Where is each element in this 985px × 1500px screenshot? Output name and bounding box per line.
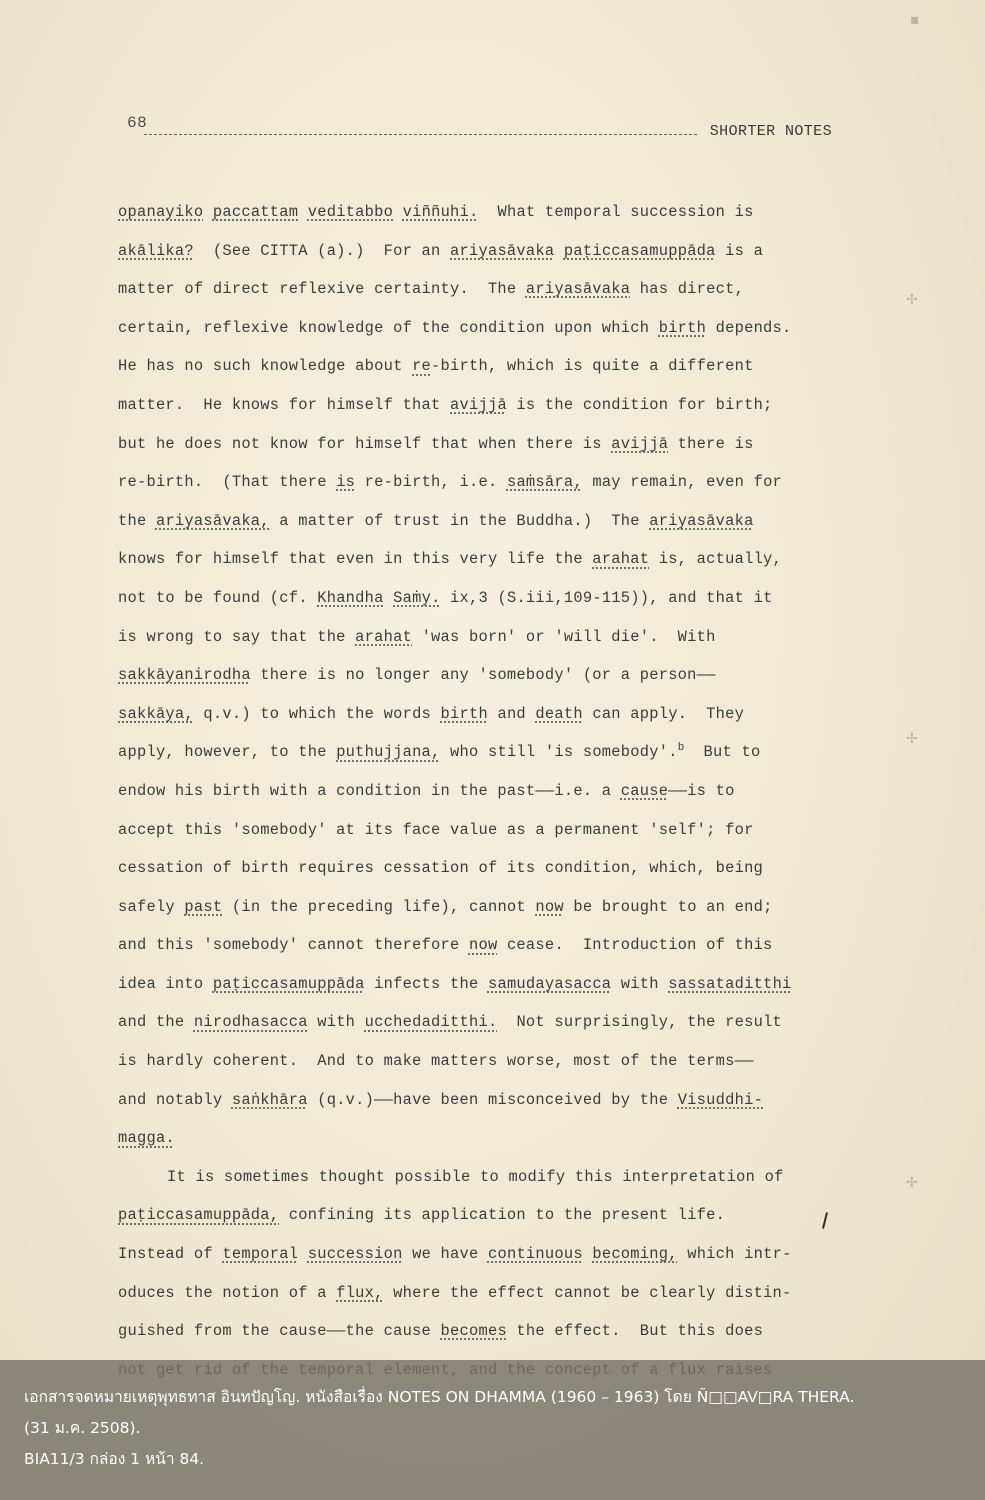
text-run	[554, 242, 564, 260]
header-rule	[144, 134, 697, 135]
text-run: is a	[715, 241, 764, 260]
text-run: can apply. They	[582, 704, 745, 723]
underlined-term: magga.	[118, 1129, 175, 1148]
text-run: with	[611, 974, 669, 993]
text-run: be brought to an end;	[563, 897, 773, 916]
text-run	[298, 203, 308, 221]
caption-line-1: เอกสารจดหมายเหตุพุทธทาส อินทปัญโญ. หนังสือเรื่อง NOTES ON DHAMMA (1960 – 1963) โดย Ñ□□AV□RA THERA.	[24, 1388, 855, 1406]
underlined-term: now	[468, 936, 498, 955]
underlined-term: paṭiccasamuppāda	[563, 241, 716, 260]
underlined-term: Saṁy.	[393, 588, 441, 607]
underlined-term: temporal	[222, 1245, 299, 1264]
text-line	[118, 425, 833, 464]
underlined-term: flux,	[336, 1283, 384, 1302]
text-run: a matter of trust in the Buddha.) The	[269, 511, 650, 530]
text-run: may remain, even for	[582, 473, 783, 492]
text-run: endow his birth with a condition in the past——i.e. a	[118, 781, 621, 800]
text-run: where the effect cannot be clearly distin-	[383, 1283, 792, 1302]
text-run: idea into	[118, 974, 213, 993]
underlined-term: saṁsāra,	[506, 473, 583, 492]
text-line	[118, 1081, 833, 1120]
text-run: not to be found (cf.	[118, 588, 318, 607]
caption-line-3: BIA11/3 กล่อง 1 หน้า 84.	[24, 1450, 205, 1468]
text-run: who still 'is somebody'.	[440, 743, 678, 762]
underlined-term: samudayasacca	[487, 974, 612, 993]
text-run: Instead of	[118, 1245, 223, 1264]
text-run: matter. He knows for himself that	[118, 395, 451, 414]
text-run: there is no longer any 'somebody' (or a person——	[250, 666, 716, 685]
underlined-term: paṭiccasamuppāda	[212, 974, 365, 993]
underlined-term: death	[535, 704, 583, 723]
text-run: but he does not know for himself that when there is	[118, 434, 612, 453]
underlined-term: sassataditthi	[668, 974, 792, 993]
text-run: and the	[118, 1013, 194, 1032]
text-run: is wrong to say that the	[118, 627, 356, 646]
text-line	[118, 540, 833, 579]
text-line	[118, 772, 833, 811]
text-run: with	[307, 1013, 365, 1032]
text-run: re-birth, i.e.	[355, 473, 507, 492]
text-line	[118, 1158, 833, 1197]
text-run: accept this 'somebody' at its face value as a permanent 'self'; for	[118, 820, 754, 839]
text-run: (q.v.)——have been misconceived by the	[307, 1090, 678, 1109]
underlined-term: Visuddhi-	[677, 1090, 764, 1109]
punch-mark-3: ✢	[906, 1175, 918, 1191]
underlined-term: paccattam	[212, 203, 299, 221]
running-head: SHORTER NOTES	[709, 123, 832, 140]
underlined-term: avijjā	[611, 434, 669, 453]
text-run	[384, 589, 394, 607]
text-run: cease. Introduction of this	[497, 936, 773, 955]
text-run: confining its application to the present life.	[279, 1206, 726, 1225]
underlined-term: becomes	[440, 1322, 507, 1341]
text-run: certain, reflexive knowledge of the condition upon which	[118, 318, 659, 337]
text-run: and this 'somebody' cannot therefore	[118, 936, 469, 955]
text-run: cessation of birth requires cessation of its condition, which, being	[118, 859, 764, 878]
caption-line-2: (31 ม.ค. 2508).	[24, 1419, 141, 1437]
text-run: ——is to	[668, 781, 735, 800]
text-run: we have	[402, 1245, 488, 1264]
underlined-term: birth	[658, 318, 707, 337]
underlined-term: arahat	[355, 627, 413, 646]
text-line	[118, 232, 833, 271]
text-line	[118, 579, 833, 618]
caption-text	[24, 1382, 969, 1475]
text-line	[118, 926, 833, 965]
text-run: is, actually,	[649, 550, 783, 569]
underlined-term: ariyasāvaka	[450, 241, 555, 260]
underlined-term: cause	[620, 781, 669, 800]
text-line	[118, 888, 833, 927]
text-line	[118, 1312, 833, 1351]
text-run: which intr-	[677, 1245, 792, 1264]
underlined-term: sakkāya,	[118, 704, 194, 723]
text-run: re-birth. (That there	[118, 473, 337, 492]
text-run: Not surprisingly, the result	[497, 1013, 783, 1032]
underlined-term: puthujjana,	[336, 743, 441, 762]
text-run: and notably	[118, 1090, 232, 1109]
text-line	[118, 193, 833, 232]
text-run: safely	[118, 897, 185, 916]
underlined-term: akālika?	[118, 241, 194, 260]
text-line	[118, 463, 833, 502]
punch-mark-1: ✢	[906, 292, 918, 308]
text-line	[118, 1235, 833, 1274]
underlined-term: past	[184, 897, 223, 916]
underlined-term: re	[412, 357, 432, 376]
underlined-term: Khandha	[317, 588, 384, 607]
underlined-term: ariyasāvaka	[649, 511, 754, 530]
underlined-term: nirodhasacca	[193, 1013, 308, 1032]
text-line	[118, 309, 833, 348]
text-line	[118, 1274, 833, 1313]
text-line	[118, 656, 833, 695]
text-run: is the condition for birth;	[506, 395, 773, 414]
underlined-term: sakkāyanirodha	[118, 666, 251, 685]
text-run: guished from the cause——the cause	[118, 1322, 441, 1341]
underlined-term: now	[535, 897, 564, 916]
text-run: depends.	[706, 318, 792, 337]
underlined-term: paṭiccasamuppāda,	[118, 1206, 280, 1225]
text-line	[118, 386, 833, 425]
underlined-term: ucchedaditthi.	[364, 1013, 498, 1032]
page-header	[124, 114, 832, 142]
text-run: He has no such knowledge about	[118, 357, 413, 376]
text-run: infects the	[364, 974, 488, 993]
text-run: there is	[668, 434, 754, 453]
underlined-term: is	[336, 473, 356, 492]
text-run	[203, 203, 213, 221]
underlined-term: ariyasāvaka	[525, 280, 631, 299]
text-run: (See CITTA (a).) For an	[193, 241, 451, 260]
text-run: 'was born' or 'will die'. With	[412, 627, 716, 646]
text-run: ix,3 (S.iii,109-115)), and that it	[440, 588, 773, 607]
text-line	[118, 695, 833, 734]
text-line	[118, 849, 833, 888]
underlined-term: viññuhi.	[402, 203, 479, 221]
text-line	[118, 733, 833, 772]
underlined-term: saṅkhāra	[231, 1090, 308, 1109]
text-run: the effect. But this does	[506, 1322, 764, 1341]
underlined-term: becoming,	[592, 1245, 678, 1264]
underlined-term: arahat	[592, 550, 650, 569]
text-run: But to	[684, 743, 761, 762]
underlined-term: ariyasāvaka,	[155, 511, 270, 530]
underlined-term: birth	[440, 704, 488, 723]
text-run: oduces the notion of a	[118, 1283, 337, 1302]
text-run: (in the preceding life), cannot	[222, 897, 536, 916]
text-line	[118, 502, 833, 541]
text-run: knows for himself that even in this very life the	[118, 550, 593, 569]
text-line	[118, 618, 833, 657]
edge-mark-top-right: ▪	[910, 12, 920, 28]
text-run	[583, 1245, 593, 1263]
text-run: q.v.) to which the words	[193, 704, 441, 723]
text-run: What temporal succession is	[478, 203, 754, 221]
text-line	[118, 1196, 833, 1235]
text-run: and	[487, 704, 536, 723]
punch-mark-2: ✢	[906, 731, 918, 747]
page-number: 68	[127, 114, 148, 132]
text-line	[118, 1042, 833, 1081]
text-run	[393, 203, 403, 221]
caption-overlay	[0, 1360, 985, 1500]
text-line	[118, 811, 833, 850]
text-run	[298, 1245, 308, 1263]
text-run: apply, however, to the	[118, 743, 337, 762]
underlined-term: veditabbo	[307, 203, 394, 221]
underlined-term: continuous	[487, 1245, 583, 1264]
text-line	[118, 270, 833, 309]
underlined-term: avijjā	[450, 395, 507, 414]
text-line	[118, 1119, 833, 1158]
footnote-marker: b	[677, 742, 685, 755]
text-run: has direct,	[630, 280, 745, 299]
body-text	[118, 193, 833, 1389]
underlined-term: opanayiko	[118, 203, 204, 221]
text-line	[118, 1003, 833, 1042]
text-run: is hardly coherent. And to make matters worse, most of the terms——	[118, 1052, 754, 1071]
text-run: matter of direct reflexive certainty. The	[118, 280, 526, 299]
text-line	[118, 347, 833, 386]
text-run: It is sometimes thought possible to modify this interpretation of	[167, 1167, 784, 1186]
text-run: the	[118, 511, 156, 530]
text-run: -birth, which is quite a different	[431, 357, 754, 376]
underlined-term: succession	[307, 1245, 403, 1264]
text-line	[118, 965, 833, 1004]
